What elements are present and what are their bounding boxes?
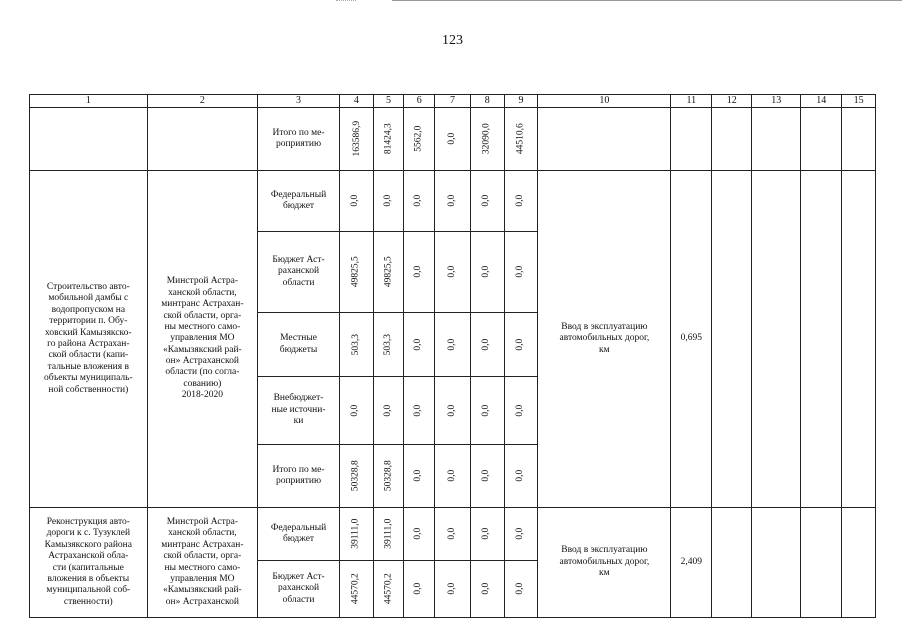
indicator-value-cell [671, 171, 712, 508]
object-name: Реконструкция авто- дороги к с. Тузуклей Камызякского района Астраханской обла- сти (капитальные вложения в объекты муниципальной соб- ственности) [44, 516, 132, 607]
amount-value-cell [504, 508, 538, 561]
header-dotted-line [336, 0, 356, 1]
amount-value: 0,0 [350, 195, 361, 207]
amount-value-cell [504, 377, 538, 445]
source-label: Итого по ме- роприятию [272, 127, 325, 149]
empty-cell [842, 108, 876, 171]
empty-cell [147, 108, 257, 171]
amount-value-cell [373, 313, 404, 377]
indicator-cell [538, 171, 671, 508]
amount-value-cell [435, 108, 471, 171]
column-number: 5 [373, 95, 404, 108]
amount-value: 503,3 [350, 333, 361, 356]
amount-value: 0,0 [481, 195, 492, 207]
empty-cell [712, 108, 752, 171]
column-number: 13 [752, 95, 801, 108]
source-cell [258, 508, 340, 561]
indicator-name: Ввод в эксплуатацию автомобильных дорог, км [559, 545, 650, 579]
empty-cell [671, 108, 712, 171]
source-label: Местные бюджеты [279, 333, 318, 355]
amount-value: 44510,6 [515, 123, 526, 155]
amount-value-cell [339, 171, 373, 232]
amount-value: 0,0 [481, 470, 492, 482]
source-label: Федеральный бюджет [270, 189, 327, 211]
column-number: 14 [801, 95, 842, 108]
amount-value-cell [470, 445, 504, 508]
column-number: 9 [504, 95, 538, 108]
column-number-row [30, 95, 876, 108]
column-number: 4 [339, 95, 373, 108]
amount-value-cell [404, 108, 435, 171]
amount-value-cell [404, 232, 435, 313]
executor-name: Минстрой Астра- ханской области, минтранс Астрахан- ской области, орга- ны местного само- управления МО «Камызякский рай- он» Астраханской области (по согла- сованию) 2018-2020 [161, 276, 244, 401]
indicator-name: Ввод в эксплуатацию автомобильных дорог, км [559, 321, 650, 355]
amount-value-cell [470, 171, 504, 232]
empty-cell [842, 508, 876, 618]
amount-value-cell [504, 232, 538, 313]
empty-cell [801, 171, 842, 508]
amount-value: 49825,5 [383, 256, 394, 288]
amount-value: 0,0 [515, 404, 526, 417]
amount-value-cell [435, 171, 471, 232]
amount-value-cell [435, 561, 471, 618]
amount-value-cell [339, 313, 373, 377]
amount-value-cell [470, 313, 504, 377]
amount-value: 503,3 [382, 333, 393, 356]
amount-value-cell [404, 508, 435, 561]
source-label: Бюджет Аст- раханской области [272, 571, 325, 605]
column-number: 8 [470, 95, 504, 108]
amount-value: 163586,9 [352, 121, 363, 157]
amount-value: 50328,8 [350, 460, 361, 492]
amount-value: 39111,0 [350, 518, 361, 550]
amount-value-cell [339, 377, 373, 445]
amount-value-cell [373, 232, 404, 313]
column-number: 3 [258, 95, 340, 108]
column-number: 1 [30, 95, 148, 108]
amount-value: 0,0 [413, 338, 424, 351]
empty-cell [801, 508, 842, 618]
amount-value: 44570,2 [383, 573, 394, 605]
amount-value: 50328,8 [383, 460, 394, 492]
amount-value: 0,0 [446, 338, 457, 351]
amount-value-cell [504, 108, 538, 171]
amount-value-cell [470, 232, 504, 313]
amount-value: 0,0 [481, 266, 492, 278]
empty-cell [752, 508, 801, 618]
empty-cell [712, 508, 752, 618]
amount-value-cell [470, 377, 504, 445]
amount-value: 0,0 [413, 195, 424, 207]
amount-value-cell [435, 377, 471, 445]
table-row [30, 508, 876, 561]
source-cell [258, 313, 340, 377]
table-row [30, 108, 876, 171]
amount-value: 0,0 [515, 528, 526, 540]
amount-value: 0,0 [481, 583, 492, 595]
amount-value-cell [435, 232, 471, 313]
amount-value-cell [435, 445, 471, 508]
amount-value: 0,0 [413, 470, 424, 482]
column-number: 6 [404, 95, 435, 108]
column-number: 11 [671, 95, 712, 108]
amount-value: 0,0 [382, 404, 393, 417]
amount-value: 49825,5 [350, 256, 361, 288]
amount-value: 32090,0 [481, 123, 492, 155]
amount-value-cell [470, 108, 504, 171]
amount-value: 44570,2 [350, 573, 361, 605]
amount-value-cell [339, 108, 373, 171]
amount-value: 0,0 [382, 195, 393, 207]
amount-value: 0,0 [481, 528, 492, 540]
amount-value: 0,0 [413, 404, 424, 417]
amount-value-cell [404, 561, 435, 618]
amount-value: 0,0 [446, 404, 457, 417]
amount-value: 0,0 [446, 266, 457, 278]
indicator-value-cell [671, 508, 712, 618]
source-cell [258, 445, 340, 508]
amount-value-cell [373, 171, 404, 232]
amount-value-cell [504, 561, 538, 618]
source-label: Федеральный бюджет [270, 522, 327, 544]
indicator-value: 2,409 [680, 556, 702, 567]
empty-cell [801, 108, 842, 171]
empty-cell [712, 171, 752, 508]
source-cell [258, 108, 340, 171]
column-number: 15 [842, 95, 876, 108]
amount-value-cell [373, 108, 404, 171]
amount-value-cell [404, 313, 435, 377]
amount-value-cell [504, 445, 538, 508]
header-rule [392, 0, 902, 1]
executor-cell [147, 171, 257, 508]
empty-cell [752, 171, 801, 508]
source-cell [258, 561, 340, 618]
empty-cell [752, 108, 801, 171]
executor-name: Минстрой Астра- ханской области, минтранс Астрахан- ской области, орга- ны местного само- управления МО «Камызякский рай- он» Астраханской [161, 516, 244, 607]
amount-value-cell [435, 313, 471, 377]
amount-value-cell [470, 508, 504, 561]
object-name: Строительство авто- мобильной дамбы с водопропуском на территории п. Обу- ховский Камызякско- го района Астрахан- ской области (капи- тальные вложения в объекты муниципаль- ной собственности) [44, 282, 133, 395]
amount-value-cell [373, 508, 404, 561]
amount-value-cell [435, 508, 471, 561]
amount-value: 0,0 [446, 528, 457, 540]
amount-value-cell [373, 445, 404, 508]
empty-cell [30, 108, 148, 171]
amount-value-cell [373, 377, 404, 445]
amount-value: 0,0 [413, 583, 424, 595]
amount-value: 5562,0 [413, 125, 424, 153]
amount-value-cell [470, 561, 504, 618]
object-cell [30, 508, 148, 618]
amount-value-cell [404, 377, 435, 445]
indicator-cell [538, 508, 671, 618]
amount-value-cell [404, 171, 435, 232]
amount-value: 0,0 [515, 338, 526, 351]
source-cell [258, 232, 340, 313]
amount-value: 0,0 [413, 266, 424, 278]
amount-value-cell [339, 445, 373, 508]
page-number: 123 [442, 33, 463, 48]
column-number: 12 [712, 95, 752, 108]
amount-value: 0,0 [446, 195, 457, 207]
amount-value-cell [339, 561, 373, 618]
source-cell [258, 171, 340, 232]
amount-value: 0,0 [446, 583, 457, 595]
source-cell [258, 377, 340, 445]
budget-table [29, 94, 876, 618]
source-label: Итого по ме- роприятию [272, 464, 325, 486]
amount-value: 0,0 [446, 133, 457, 145]
amount-value: 0,0 [481, 338, 492, 351]
amount-value-cell [504, 171, 538, 232]
indicator-value: 0,695 [680, 333, 702, 344]
empty-cell [842, 171, 876, 508]
amount-value-cell [373, 561, 404, 618]
column-number: 7 [435, 95, 471, 108]
amount-value: 0,0 [515, 266, 526, 278]
object-cell [30, 171, 148, 508]
amount-value: 0,0 [515, 470, 526, 482]
amount-value-cell [404, 445, 435, 508]
amount-value: 0,0 [350, 404, 361, 417]
amount-value: 0,0 [413, 528, 424, 540]
empty-cell [538, 108, 671, 171]
table-row [30, 171, 876, 232]
amount-value: 0,0 [515, 583, 526, 595]
amount-value: 0,0 [481, 404, 492, 417]
amount-value: 0,0 [446, 470, 457, 482]
amount-value-cell [339, 508, 373, 561]
amount-value: 39111,0 [383, 518, 394, 550]
executor-cell [147, 508, 257, 618]
column-number: 10 [538, 95, 671, 108]
column-number: 2 [147, 95, 257, 108]
amount-value-cell [339, 232, 373, 313]
amount-value-cell [504, 313, 538, 377]
source-label: Внебюджет- ные источни- ки [271, 393, 326, 427]
amount-value: 81424,3 [383, 123, 394, 155]
amount-value: 0,0 [515, 195, 526, 207]
source-label: Бюджет Аст- раханской области [272, 254, 325, 288]
